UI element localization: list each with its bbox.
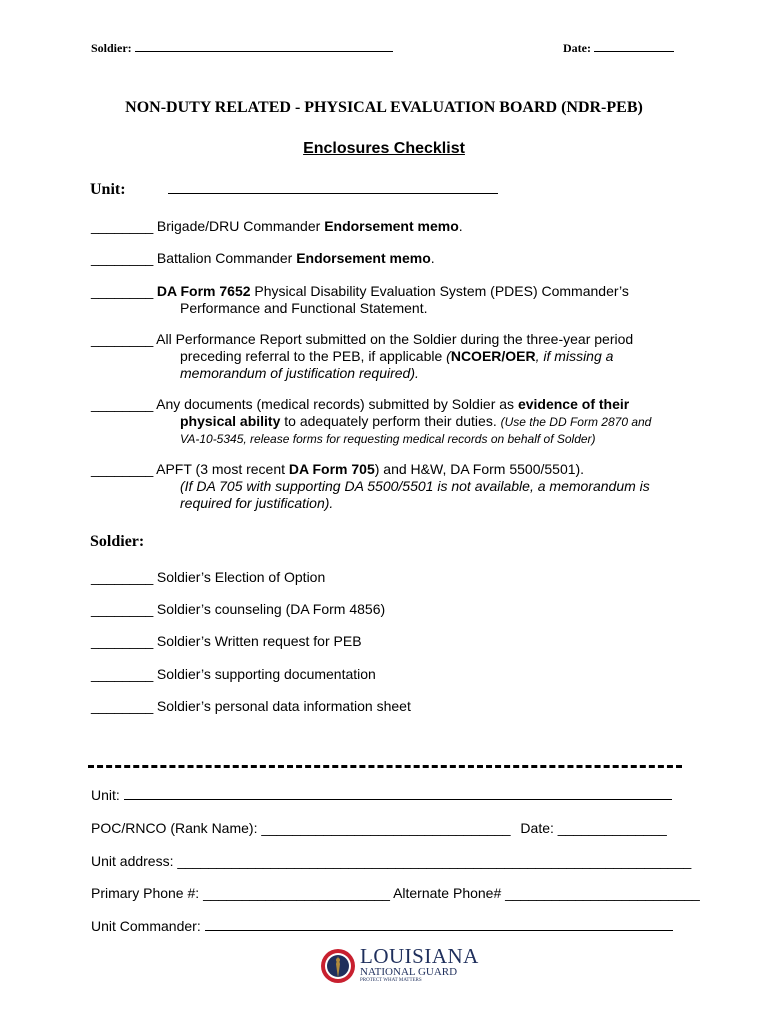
item-bold: Endorsement memo: [296, 250, 431, 266]
louisiana-national-guard-logo: [318, 944, 479, 988]
alternate-phone-label: Alternate Phone#: [393, 885, 502, 901]
checklist-item: [91, 396, 691, 448]
unit-field-label: Unit:: [91, 787, 120, 803]
item-text-end: ) and H&W, DA Form 5500/5501).: [374, 461, 585, 477]
checklist-item: [91, 283, 691, 317]
check-blank[interactable]: ________: [91, 250, 154, 266]
item-line-1: [91, 331, 691, 348]
page-subtitle: Enclosures Checklist: [303, 140, 465, 157]
address-row: [91, 852, 691, 870]
alternate-phone-field[interactable]: _________________________: [505, 885, 700, 901]
poc-field-extra[interactable]: _____: [471, 820, 511, 836]
commander-row: [91, 917, 673, 935]
item-bold: Endorsement memo: [324, 218, 459, 234]
item-bold-slash: /: [501, 348, 506, 364]
logo-tagline: PROTECT WHAT MATTERS: [360, 978, 422, 983]
check-blank[interactable]: ________: [91, 331, 154, 347]
checklist-item: [91, 569, 691, 586]
item-line-1: [91, 283, 691, 300]
soldier-header: [91, 41, 393, 56]
item-line-2: Performance and Functional Statement.: [180, 300, 428, 316]
item-text-end: .: [458, 218, 463, 234]
item-line-3: required for justification).: [180, 495, 334, 511]
item-text: Soldier’s Written request for PEB: [156, 633, 362, 649]
item-text: Brigade/DRU Commander: [156, 218, 325, 234]
checklist-item: [91, 461, 691, 512]
item-text: All Performance Report submitted on the Soldier during the three-year period: [156, 331, 634, 347]
item-text: Soldier’s supporting documentation: [156, 666, 376, 682]
item-text: Physical Disability Evaluation System (PDES) Commander’s: [250, 283, 629, 299]
soldier-section-label: Soldier:: [90, 533, 145, 550]
item-line-3: memorandum of justification required).: [180, 365, 419, 381]
date-label: Date:: [520, 820, 554, 836]
item-line-3: VA-10-5345, release forms for requesting medical records on behalf of Solder): [180, 432, 596, 446]
logo-line1: LOUISIANA: [360, 944, 479, 968]
check-blank[interactable]: ________: [91, 633, 154, 649]
cut-line-divider: [88, 765, 682, 768]
item-bold: DA Form 705: [288, 461, 375, 477]
poc-label: POC/RNCO (Rank Name):: [91, 820, 258, 836]
page-title: NON-DUTY RELATED - PHYSICAL EVALUATION BOARD (NDR-PEB): [125, 99, 643, 116]
checklist-item: [91, 250, 691, 267]
primary-phone-label: Primary Phone #:: [91, 885, 200, 901]
checklist-item: [91, 601, 691, 618]
poc-field[interactable]: ___________________________: [261, 820, 472, 836]
unit-section-label: [90, 181, 498, 199]
date-header-label: Date:: [563, 41, 591, 55]
check-blank[interactable]: ________: [91, 601, 154, 617]
phone-row: [91, 884, 700, 902]
check-blank[interactable]: ________: [91, 396, 154, 412]
item-note: (Use the DD Form 2870 and: [500, 415, 652, 429]
item-bold: physical ability: [180, 413, 281, 429]
item-line-2: [91, 348, 691, 365]
address-field[interactable]: __________________________________________________________________: [177, 853, 692, 869]
check-blank[interactable]: ________: [91, 666, 154, 682]
date-field-bottom[interactable]: ______________: [557, 820, 667, 836]
item-bold: evidence of their: [517, 396, 630, 412]
commander-field[interactable]: [205, 917, 673, 931]
soldier-header-label: Soldier:: [91, 41, 132, 55]
item-line-1: [91, 396, 691, 413]
poc-row: [91, 819, 667, 837]
item-italic: , if missing a: [535, 348, 614, 364]
primary-phone-field[interactable]: ________________________: [203, 885, 390, 901]
item-text: APFT (3 most recent: [156, 461, 289, 477]
check-blank[interactable]: ________: [91, 569, 154, 585]
checklist-item: [91, 218, 691, 235]
address-label: Unit address:: [91, 853, 174, 869]
item-text-end: .: [430, 250, 435, 266]
item-bold: DA Form 7652: [156, 283, 251, 299]
item-text: Soldier’s personal data information sheet: [156, 698, 411, 714]
unit-name-field[interactable]: [168, 181, 498, 194]
unit-label-text: Unit:: [90, 181, 126, 198]
checklist-item: [91, 331, 691, 382]
item-line-2: [91, 413, 691, 431]
date-field[interactable]: [594, 41, 674, 52]
item-bold: NCOER: [450, 348, 502, 364]
item-text: Soldier’s Election of Option: [156, 569, 326, 585]
check-blank[interactable]: ________: [91, 218, 154, 234]
item-bold: OER: [505, 348, 536, 364]
item-line-1: [91, 461, 691, 478]
check-blank[interactable]: ________: [91, 461, 154, 477]
item-text: Any documents (medical records) submitted by Soldier as: [156, 396, 518, 412]
commander-label: Unit Commander:: [91, 918, 201, 934]
unit-field[interactable]: [124, 786, 672, 800]
item-line-2: (If DA 705 with supporting DA 5500/5501 is not available, a memorandum is: [180, 478, 650, 494]
date-header: [563, 41, 674, 56]
checklist-item: [91, 698, 691, 715]
check-blank[interactable]: ________: [91, 283, 154, 299]
item-italic: (: [446, 348, 451, 364]
unit-row: [91, 786, 672, 804]
item-text: to adequately perform their duties.: [280, 413, 501, 429]
check-blank[interactable]: ________: [91, 698, 154, 714]
item-text: Battalion Commander: [156, 250, 297, 266]
soldier-name-field[interactable]: [135, 41, 393, 52]
checklist-item: [91, 666, 691, 683]
checklist-item: [91, 633, 691, 650]
item-text: preceding referral to the PEB, if applicable: [180, 348, 447, 364]
logo-line2: NATIONAL GUARD: [360, 966, 458, 978]
item-text: Soldier’s counseling (DA Form 4856): [156, 601, 386, 617]
